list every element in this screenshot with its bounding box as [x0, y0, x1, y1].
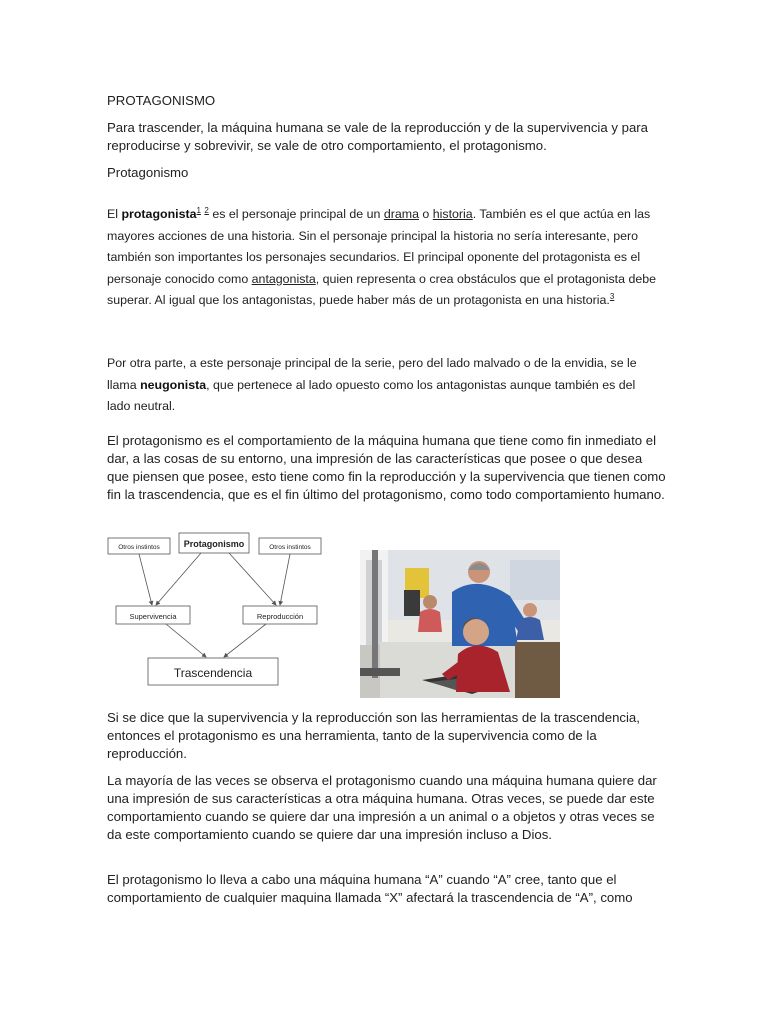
last-paragraph: El protagonismo lo lleva a cabo una máquina humana “A” cuando “A” cree, tanto que el comportamiento de cualquier maquina llamada “X” afectará la trascendencia de “A”, como — [107, 872, 633, 905]
neugonista-paragraph: Por otra parte, a este personaje principal de la serie, pero del lado malvado o de la envidia, se le llama neugonista, que pertenece al lado opuesto como los antagonistas aunque también es del lado neutral. — [107, 356, 637, 413]
link-historia[interactable]: historia — [432, 207, 473, 221]
ref-3-link[interactable]: 3 — [609, 292, 615, 301]
tool-paragraph: Si se dice que la supervivencia y la reproducción son las herramientas de la trascendencia, entonces el protagonismo es una herramienta, tanto de la supervivencia como de la reproducción. — [107, 710, 640, 761]
majority-paragraph: La mayoría de las veces se observa el protagonismo cuando una máquina humana quiere dar una impresión de sus características a otra máquina humana. Otras veces, se puede dar este comportamiento cuando se quiere dar una impresión a un animal o a objetos y otras veces se da este comportamiento cuando se quiere dar una impresión incluso a Dios. — [107, 773, 657, 842]
ref-1-link[interactable]: 1 — [196, 206, 201, 215]
definition-paragraph: El protagonista$^1$ $^2$ es el personaje principal de un drama o historia. También es el que actúa en las mayores acciones de una historia. Sin el personaje principal la historia no sería interesante, pero también son importantes los personajes secundarios. El principal oponente del protagonista es el personaje conocido como antagonista, quien representa o crea obstáculos que el protagonista debe superar. Al igual que los antagonistas, puede haber más de un protagonista en una historia.$^3$ — [107, 206, 657, 307]
link-drama[interactable]: drama — [383, 207, 419, 221]
section-subheading: Protagonismo — [107, 165, 189, 180]
diagram-reproduccion: Reproducción — [256, 612, 304, 621]
classroom-photo — [360, 550, 560, 698]
diagram-protagonismo: Protagonismo — [183, 539, 245, 549]
protagonism-diagram — [106, 530, 326, 690]
link-antagonista[interactable]: antagonista — [251, 271, 316, 286]
behavior-paragraph: El protagonismo es el comportamiento de la máquina humana que tiene como fin inmediato el dar, a las cosas de su entorno, una impresión de las características que posee o que desea que piensen que posee, esto tiene como fin la reproducción y la supervivencia que tienen como fin la trascendencia, que es el fin último del protagonismo, como todo comportamiento humano. — [107, 433, 666, 502]
diagram-supervivencia: Supervivencia — [129, 612, 177, 621]
diagram-otros-instintos-left: Otros instintos — [118, 544, 160, 551]
intro-paragraph: Para trascender, la máquina humana se vale de la reproducción y de la supervivencia y para reproducirse y sobrevivir, se vale de otro comportamiento, el protagonismo. — [107, 120, 649, 153]
term-protagonista: protagonista — [121, 207, 197, 221]
ref-2-link[interactable]: 2 — [204, 206, 209, 215]
document-title: PROTAGONISMO — [107, 93, 216, 108]
diagram-otros-instintos-right: Otros instintos — [269, 544, 311, 551]
term-neugonista: neugonista — [140, 377, 207, 392]
diagram-trascendencia: Trascendencia — [173, 666, 253, 680]
